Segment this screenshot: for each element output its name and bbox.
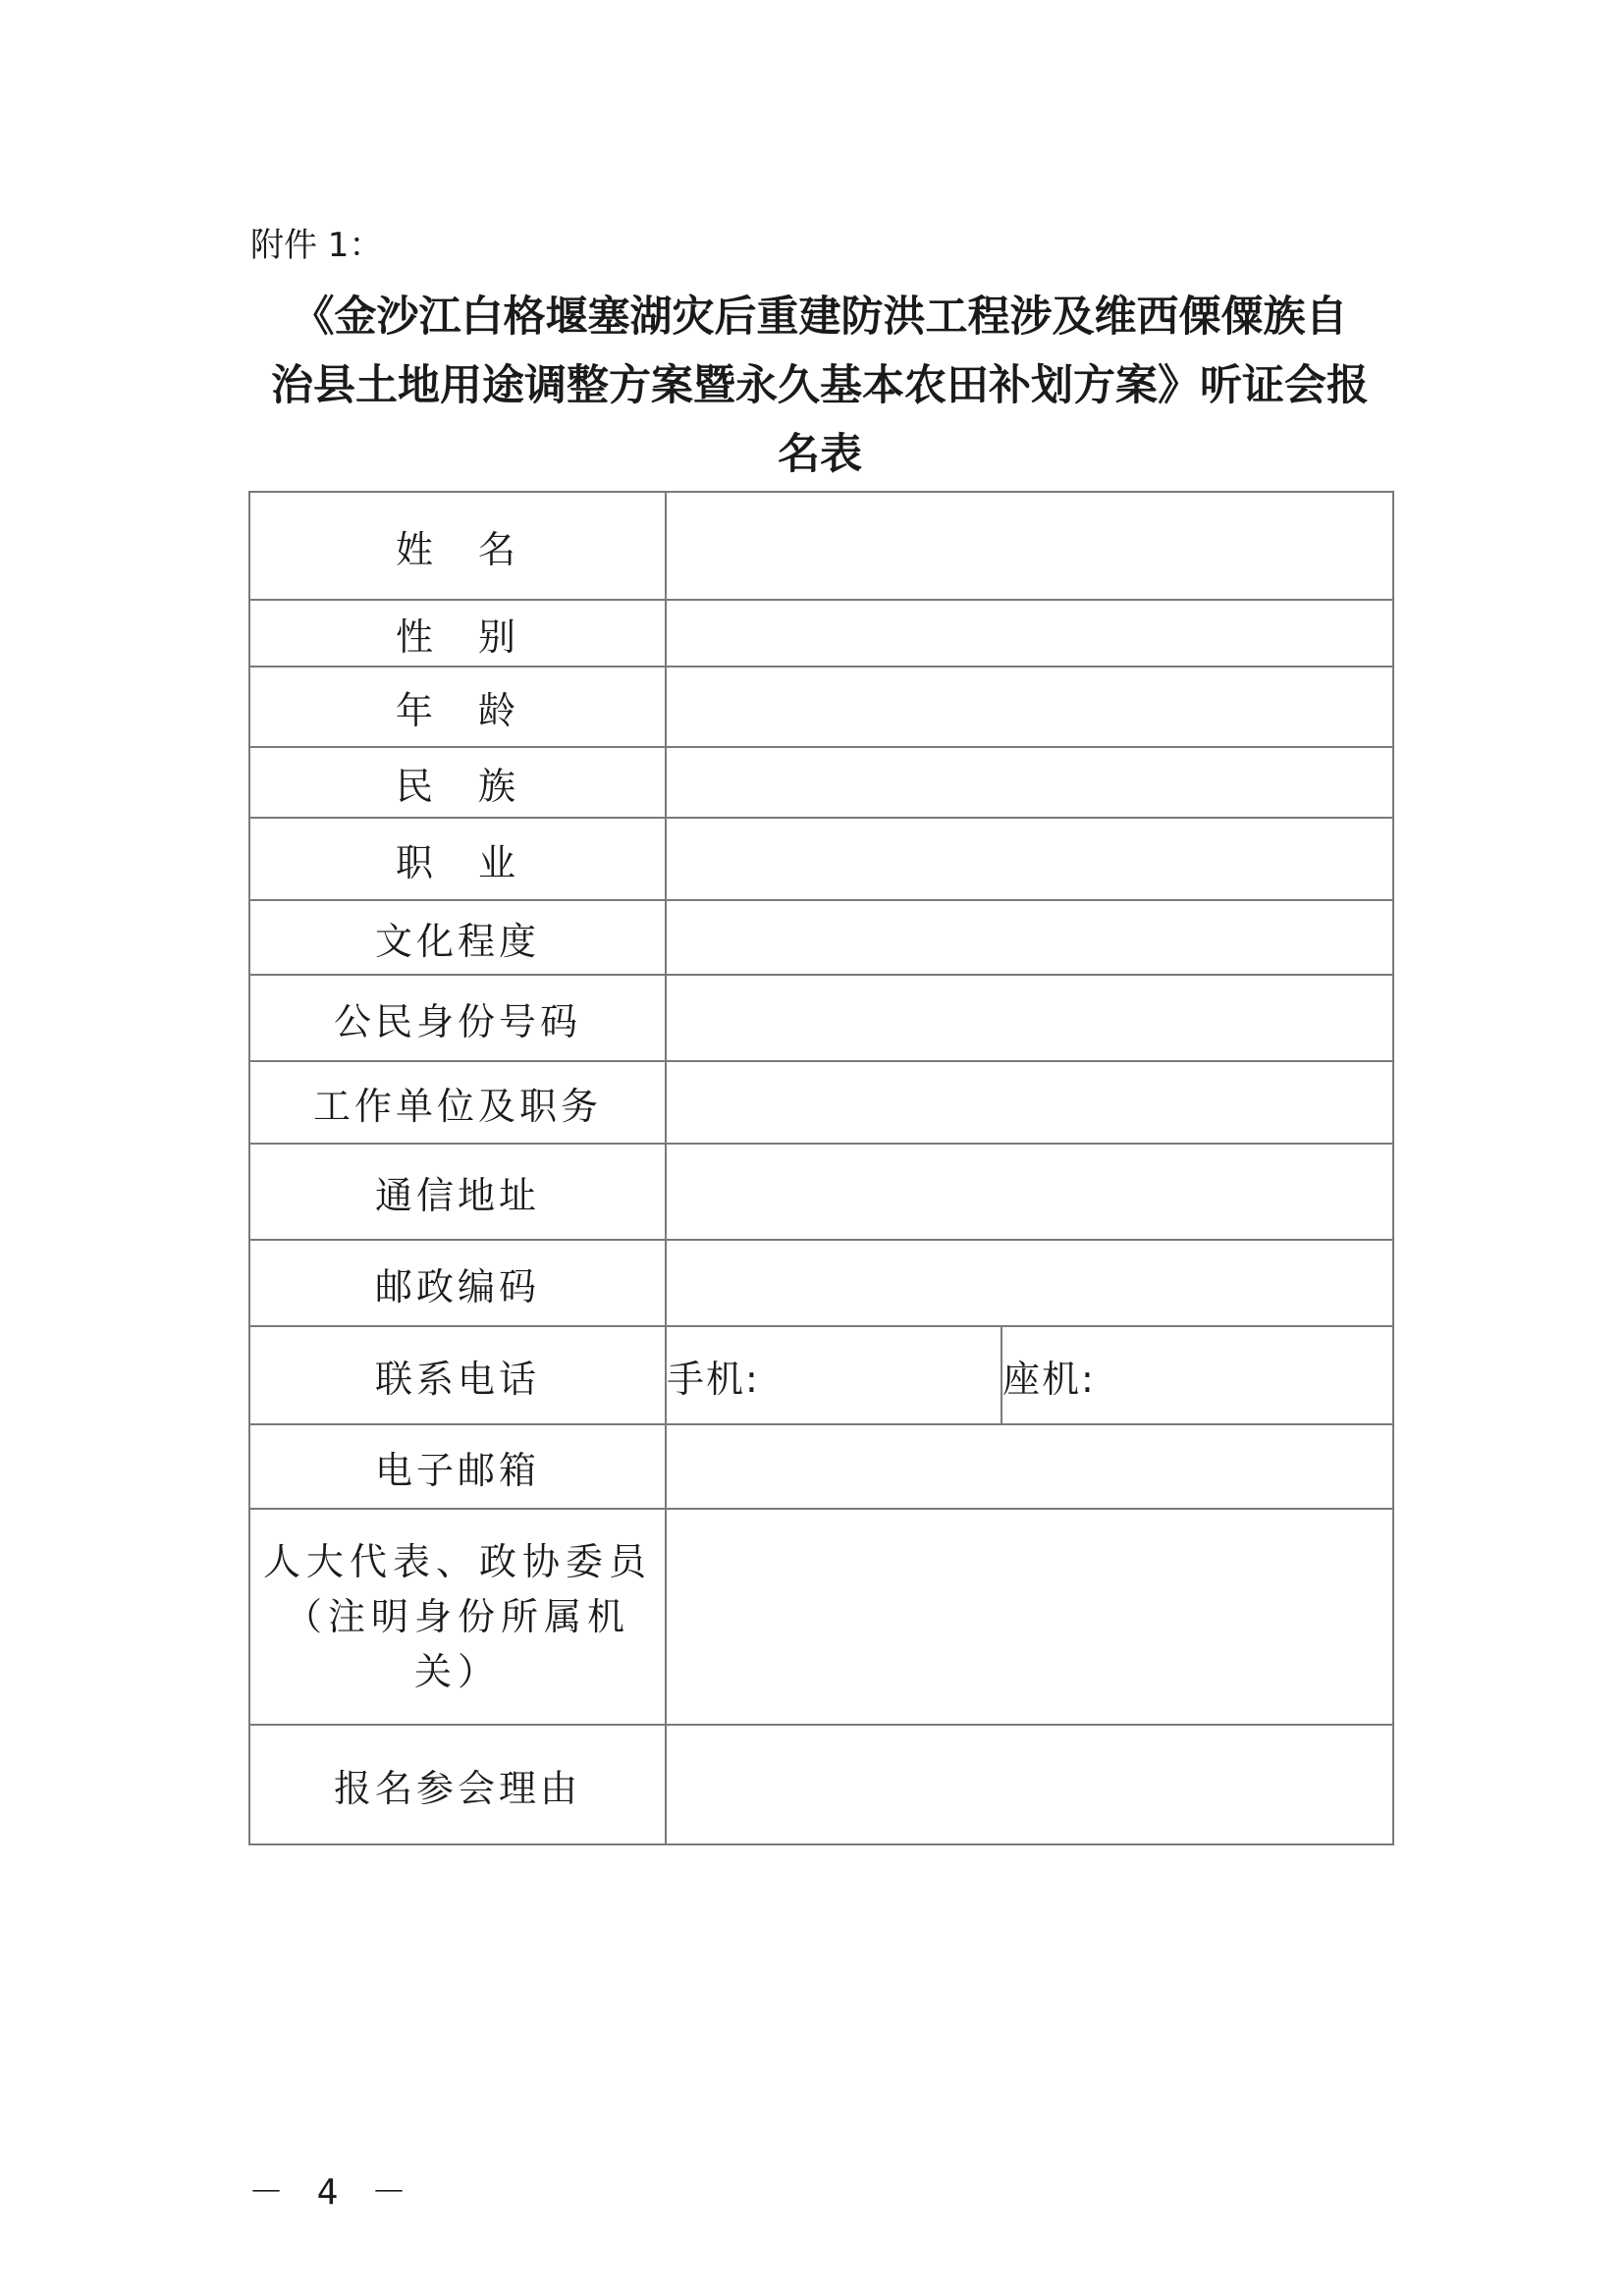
employer-field[interactable] [666, 1061, 1393, 1144]
ethnicity-field[interactable] [666, 747, 1393, 818]
landline-field[interactable]: 座机: [1001, 1326, 1393, 1424]
row-id-number [249, 975, 1393, 1061]
title-line-2: 治县土地用途调整方案暨永久基本农田补划方案》听证会报 [271, 361, 1369, 410]
gender-field[interactable] [666, 600, 1393, 667]
delegate-label [249, 1509, 666, 1725]
employer-label: 工作单位及职务 [249, 1061, 666, 1144]
age-label: 年 龄 [249, 667, 666, 747]
row-delegate [249, 1509, 1393, 1725]
email-label: 电子邮箱 [249, 1424, 666, 1509]
delegate-label-line-1: 人大代表、政协委员 [262, 1540, 652, 1583]
row-education [249, 900, 1393, 975]
occupation-field[interactable] [666, 818, 1393, 900]
email-field[interactable] [666, 1424, 1393, 1509]
delegate-field[interactable] [666, 1509, 1393, 1725]
address-label: 通信地址 [249, 1144, 666, 1240]
occupation-label: 职 业 [249, 818, 666, 900]
row-ethnicity [249, 747, 1393, 818]
age-field[interactable] [666, 667, 1393, 747]
id-number-field[interactable] [666, 975, 1393, 1061]
attachment-label: 附件 1： [250, 226, 383, 265]
row-phone [249, 1326, 1393, 1424]
education-field[interactable] [666, 900, 1393, 975]
postal-code-label: 邮政编码 [249, 1240, 666, 1326]
postal-code-field[interactable] [666, 1240, 1393, 1326]
education-label: 文化程度 [249, 900, 666, 975]
reason-label: 报名参会理由 [249, 1725, 666, 1844]
document-title [245, 283, 1394, 489]
row-email [249, 1424, 1393, 1509]
delegate-label-line-2: （注明身份所属机 [284, 1595, 630, 1638]
page-number: － 4 － [248, 2172, 413, 2213]
title-line-1: 《金沙江白格堰塞湖灾后重建防洪工程涉及维西傈僳族自 [292, 293, 1348, 342]
row-postal-code [249, 1240, 1393, 1326]
name-label: 姓 名 [249, 492, 666, 600]
row-name [249, 492, 1393, 600]
delegate-label-line-3: 关） [413, 1650, 501, 1693]
row-employer [249, 1061, 1393, 1144]
id-number-label: 公民身份号码 [249, 975, 666, 1061]
row-reason [249, 1725, 1393, 1844]
name-field[interactable] [666, 492, 1393, 600]
ethnicity-label: 民 族 [249, 747, 666, 818]
row-gender [249, 600, 1393, 667]
phone-label: 联系电话 [249, 1326, 666, 1424]
gender-label: 性 别 [249, 600, 666, 667]
row-occupation [249, 818, 1393, 900]
title-line-3: 名表 [778, 430, 862, 479]
address-field[interactable] [666, 1144, 1393, 1240]
registration-form [248, 491, 1394, 1845]
row-address [249, 1144, 1393, 1240]
reason-field[interactable] [666, 1725, 1393, 1844]
row-age [249, 667, 1393, 747]
mobile-field[interactable]: 手机: [666, 1326, 1001, 1424]
